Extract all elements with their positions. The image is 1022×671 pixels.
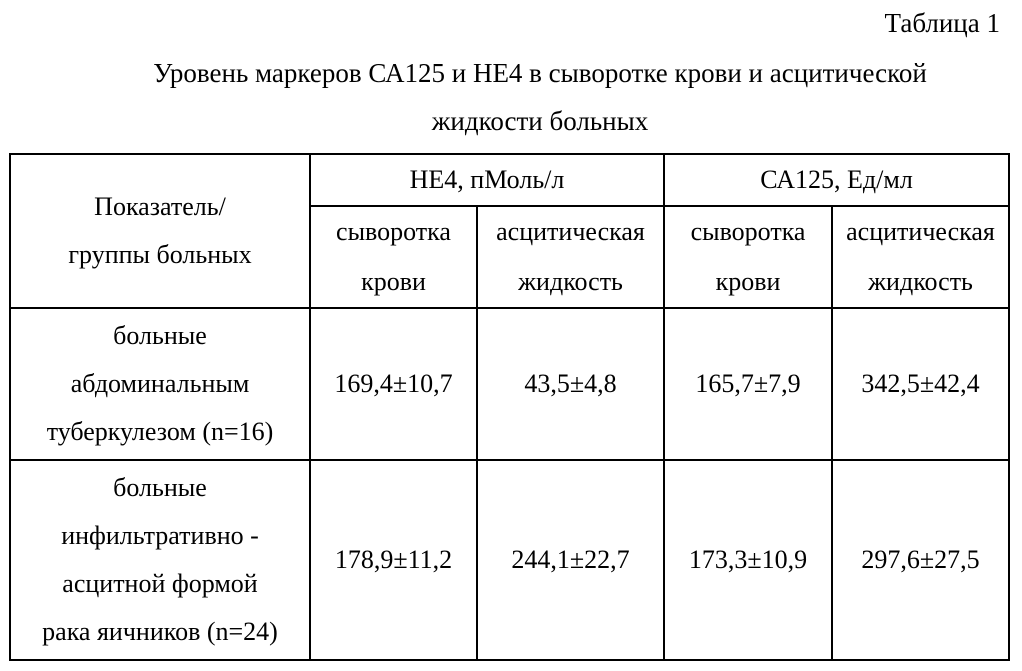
value-cell: 165,7±7,9 — [664, 308, 832, 460]
subcol-line: асцитическая — [846, 217, 995, 246]
subcol-he4-serum — [310, 206, 477, 308]
table-title-line-1: Уровень маркеров СА125 и НЕ4 в сыворотке крови и асцитической — [153, 58, 927, 88]
value-cell: 342,5±42,4 — [832, 308, 1009, 460]
value-cell: 169,4±10,7 — [310, 308, 477, 460]
row-label-tuberculosis — [10, 308, 310, 460]
value-cell: 43,5±4,8 — [477, 308, 664, 460]
row-header-line: Показатель/ — [94, 192, 226, 221]
subcol-line: асцитическая — [496, 217, 645, 246]
subcol-line: сыворотка — [690, 217, 806, 246]
subcol-line: сыворотка — [336, 217, 451, 246]
group-header-ca125: СА125, Ед/мл — [664, 154, 1009, 206]
row-header-cell — [10, 154, 310, 308]
row-label-line: туберкулезом (n=16) — [46, 417, 274, 446]
header-row-groups — [10, 154, 1009, 206]
table-row — [10, 460, 1009, 660]
markers-table — [9, 153, 1010, 661]
value-cell: 173,3±10,9 — [664, 460, 832, 660]
table-number-label: Таблица 1 — [884, 8, 1000, 38]
row-label-line: рака яичников (n=24) — [42, 617, 278, 646]
row-label-line: больные — [113, 473, 207, 502]
subcol-ca125-serum — [664, 206, 832, 308]
subcol-line: жидкость — [518, 267, 623, 296]
table-row — [10, 308, 1009, 460]
value-cell: 297,6±27,5 — [832, 460, 1009, 660]
row-label-line: абдоминальным — [70, 369, 250, 398]
table-title-line-2: жидкости больных — [431, 106, 649, 136]
group-header-he4: НЕ4, пМоль/л — [310, 154, 664, 206]
subcol-he4-ascitic — [477, 206, 664, 308]
value-cell: 178,9±11,2 — [310, 460, 477, 660]
row-header-line: группы больных — [68, 240, 252, 269]
row-label-line: асцитной формой — [62, 569, 258, 598]
row-label-line: инфильтративно - — [61, 521, 259, 550]
value-cell: 244,1±22,7 — [477, 460, 664, 660]
subcol-line: крови — [715, 267, 781, 296]
subcol-line: жидкость — [868, 267, 973, 296]
subcol-ca125-ascitic — [832, 206, 1009, 308]
subcol-line: крови — [361, 267, 426, 296]
row-label-line: больные — [113, 321, 207, 350]
row-label-ovarian-cancer — [10, 460, 310, 660]
